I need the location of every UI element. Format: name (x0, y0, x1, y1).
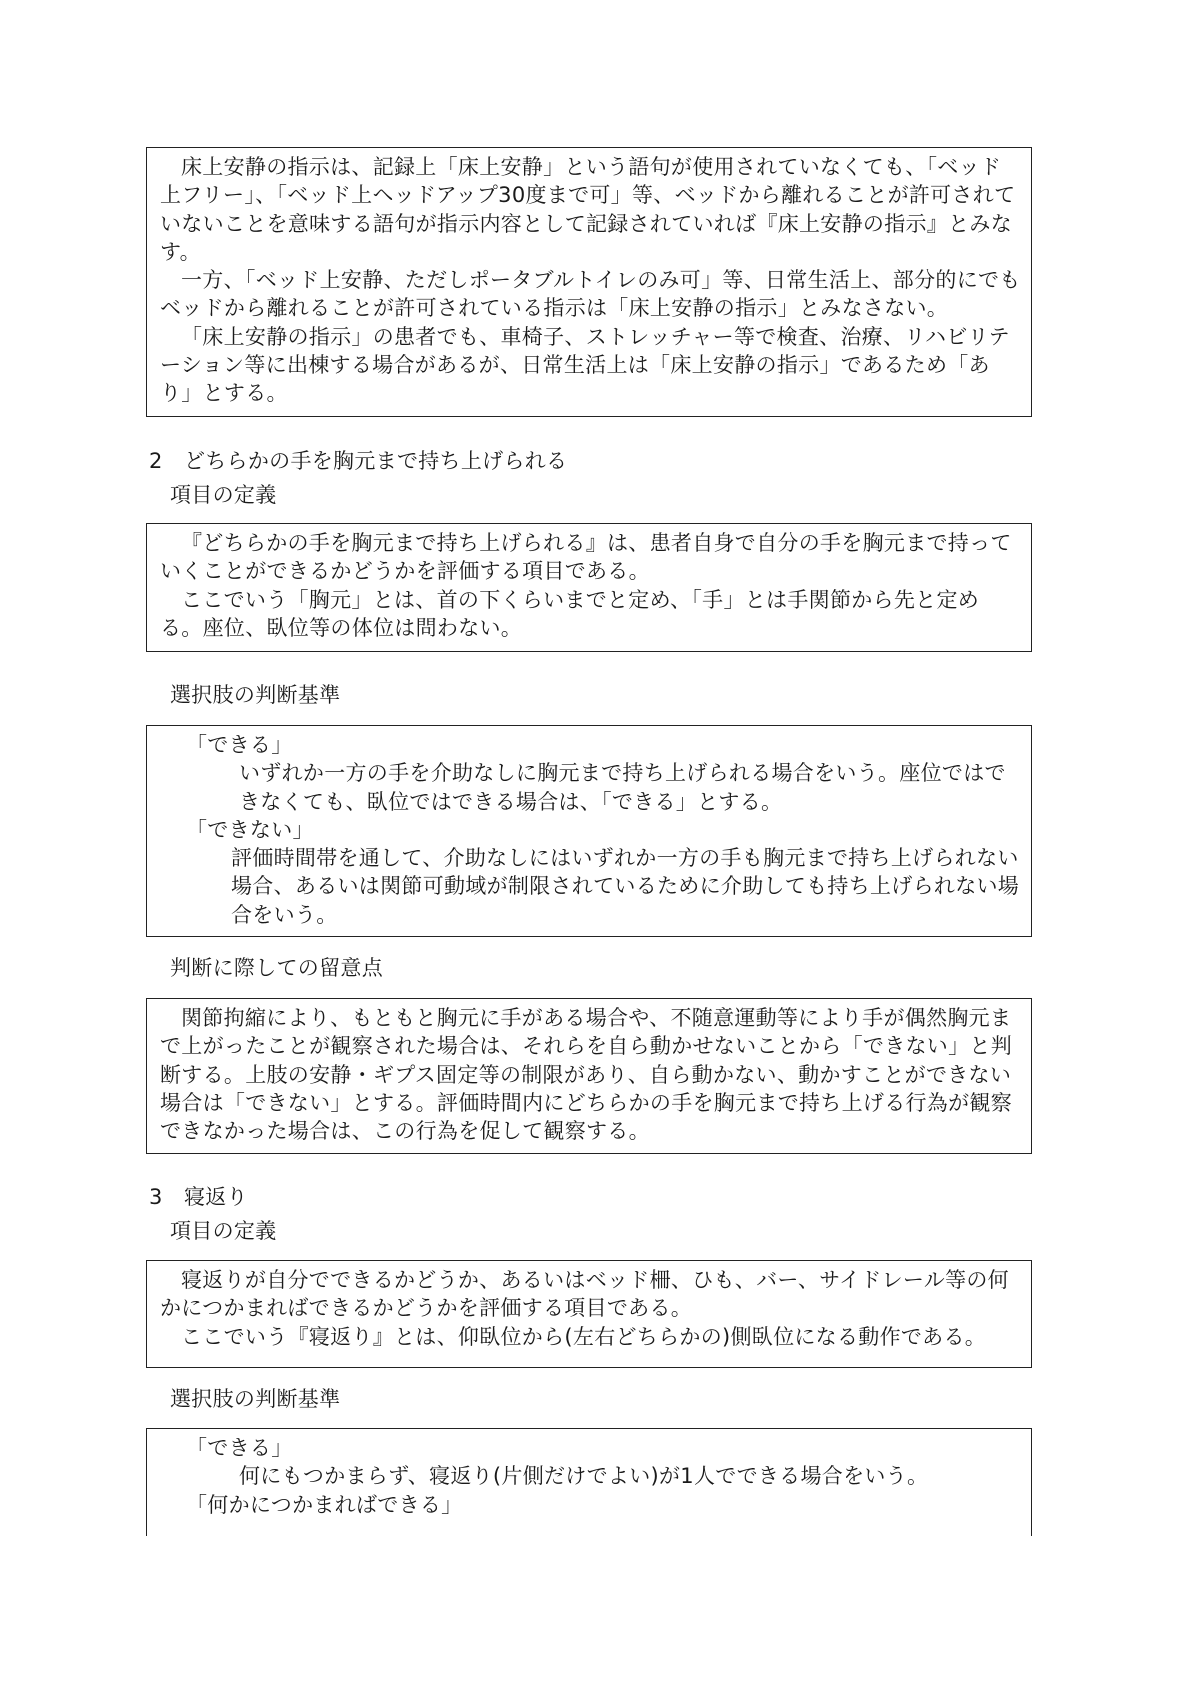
bed-rest-paragraph-2: 一方、「ベッド上安静、ただしポータブルトイレのみ可」等、日常生活上、部分的にでもベッドから離れることが許可されている指示は「床上安静の指示」とみなさない。 (160, 268, 1021, 321)
rollover-option-can: 「できる」 (186, 1436, 293, 1460)
section-3-criteria-box (146, 1428, 1032, 1536)
section-3-definition-paragraph-2: ここでいう『寝返り』とは、仰臥位から(左右どちらかの)側臥位になる動作である。 (181, 1324, 987, 1349)
section-2-definition-paragraph-2: ここでいう「胸元」とは、首の下くらいまでと定め、「手」とは手関節から先と定める。座位、臥位等の体位は問わない。 (160, 587, 980, 640)
section-2-notes-text: 関節拘縮により、もともと胸元に手がある場合や、不随意運動等により手が偶然胸元まで上がったことが観察された場合は、それらを自ら動かせないことから「できない」と判断する。上肢の安静・ギプス固定等の制限があり、自ら動かない、動かすことができない場合は「できない」とする。評価時間内にどちらかの手を胸元まで持ち上げる行為が観察できなかった場合は、この行為を促して観察する。 (160, 1006, 1012, 1144)
bed-rest-instruction-box (146, 147, 1032, 417)
section-2-notes-label: 判断に際しての留意点 (170, 956, 383, 980)
criteria-text-can: いずれか一方の手を介助なしに胸元まで持ち上げられる場合をいう。座位ではできなくても、臥位ではできる場合は、「できる」とする。 (239, 761, 1006, 814)
section-2-definition-label: 項目の定義 (170, 483, 277, 507)
section-3-definition-paragraph-1: 寝返りが自分でできるかどうか、あるいはベッド柵、ひも、バー、サイドレール等の何かにつかまればできるかどうかを評価する項目である。 (160, 1268, 1009, 1321)
rollover-option-with-support: 「何かにつかまればできる」 (186, 1492, 463, 1517)
section-2-definition-box (146, 523, 1032, 652)
section-2-definition-paragraph-1: 『どちらかの手を胸元まで持ち上げられる』は、患者自身で自分の手を胸元まで持っていくことができるかどうかを評価する項目である。 (160, 531, 1012, 584)
criteria-option-can: 「できる」 (186, 733, 293, 757)
section-3-definition-box (146, 1260, 1032, 1368)
bed-rest-paragraph-1: 床上安静の指示は、記録上「床上安静」という語句が使用されていなくても、「ベッド上フリー」、「ベッド上ヘッドアップ30度まで可」等、ベッドから離れることが許可されていないことを意味する語句が指示内容として記録されていれば『床上安静の指示』とみなす。 (160, 155, 1016, 264)
rollover-text-can: 何にもつかまらず、寝返り(片側だけでよい)が1人でできる場合をいう。 (239, 1464, 929, 1489)
criteria-option-cannot: 「できない」 (186, 817, 314, 842)
criteria-text-cannot: 評価時間帯を通して、介助なしにはいずれか一方の手も胸元まで持ち上げられない場合、あるいは関節可動域が制限されているために介助しても持ち上げられない場合をいう。 (231, 846, 1020, 927)
section-2-notes-box (146, 998, 1032, 1154)
section-3-heading: 3 寝返り (149, 1185, 248, 1209)
bed-rest-paragraph-3: 「床上安静の指示」の患者でも、車椅子、ストレッチャー等で検査、治療、リハビリテーション等に出棟する場合があるが、日常生活上は「床上安静の指示」であるため「あり」とする。 (160, 324, 1010, 406)
section-2-criteria-label: 選択肢の判断基準 (170, 683, 341, 707)
section-3-definition-label: 項目の定義 (170, 1219, 277, 1243)
section-3-criteria-label: 選択肢の判断基準 (170, 1387, 341, 1411)
section-2-criteria-box (146, 725, 1032, 937)
section-2-heading: 2 どちらかの手を胸元まで持ち上げられる (149, 449, 568, 473)
